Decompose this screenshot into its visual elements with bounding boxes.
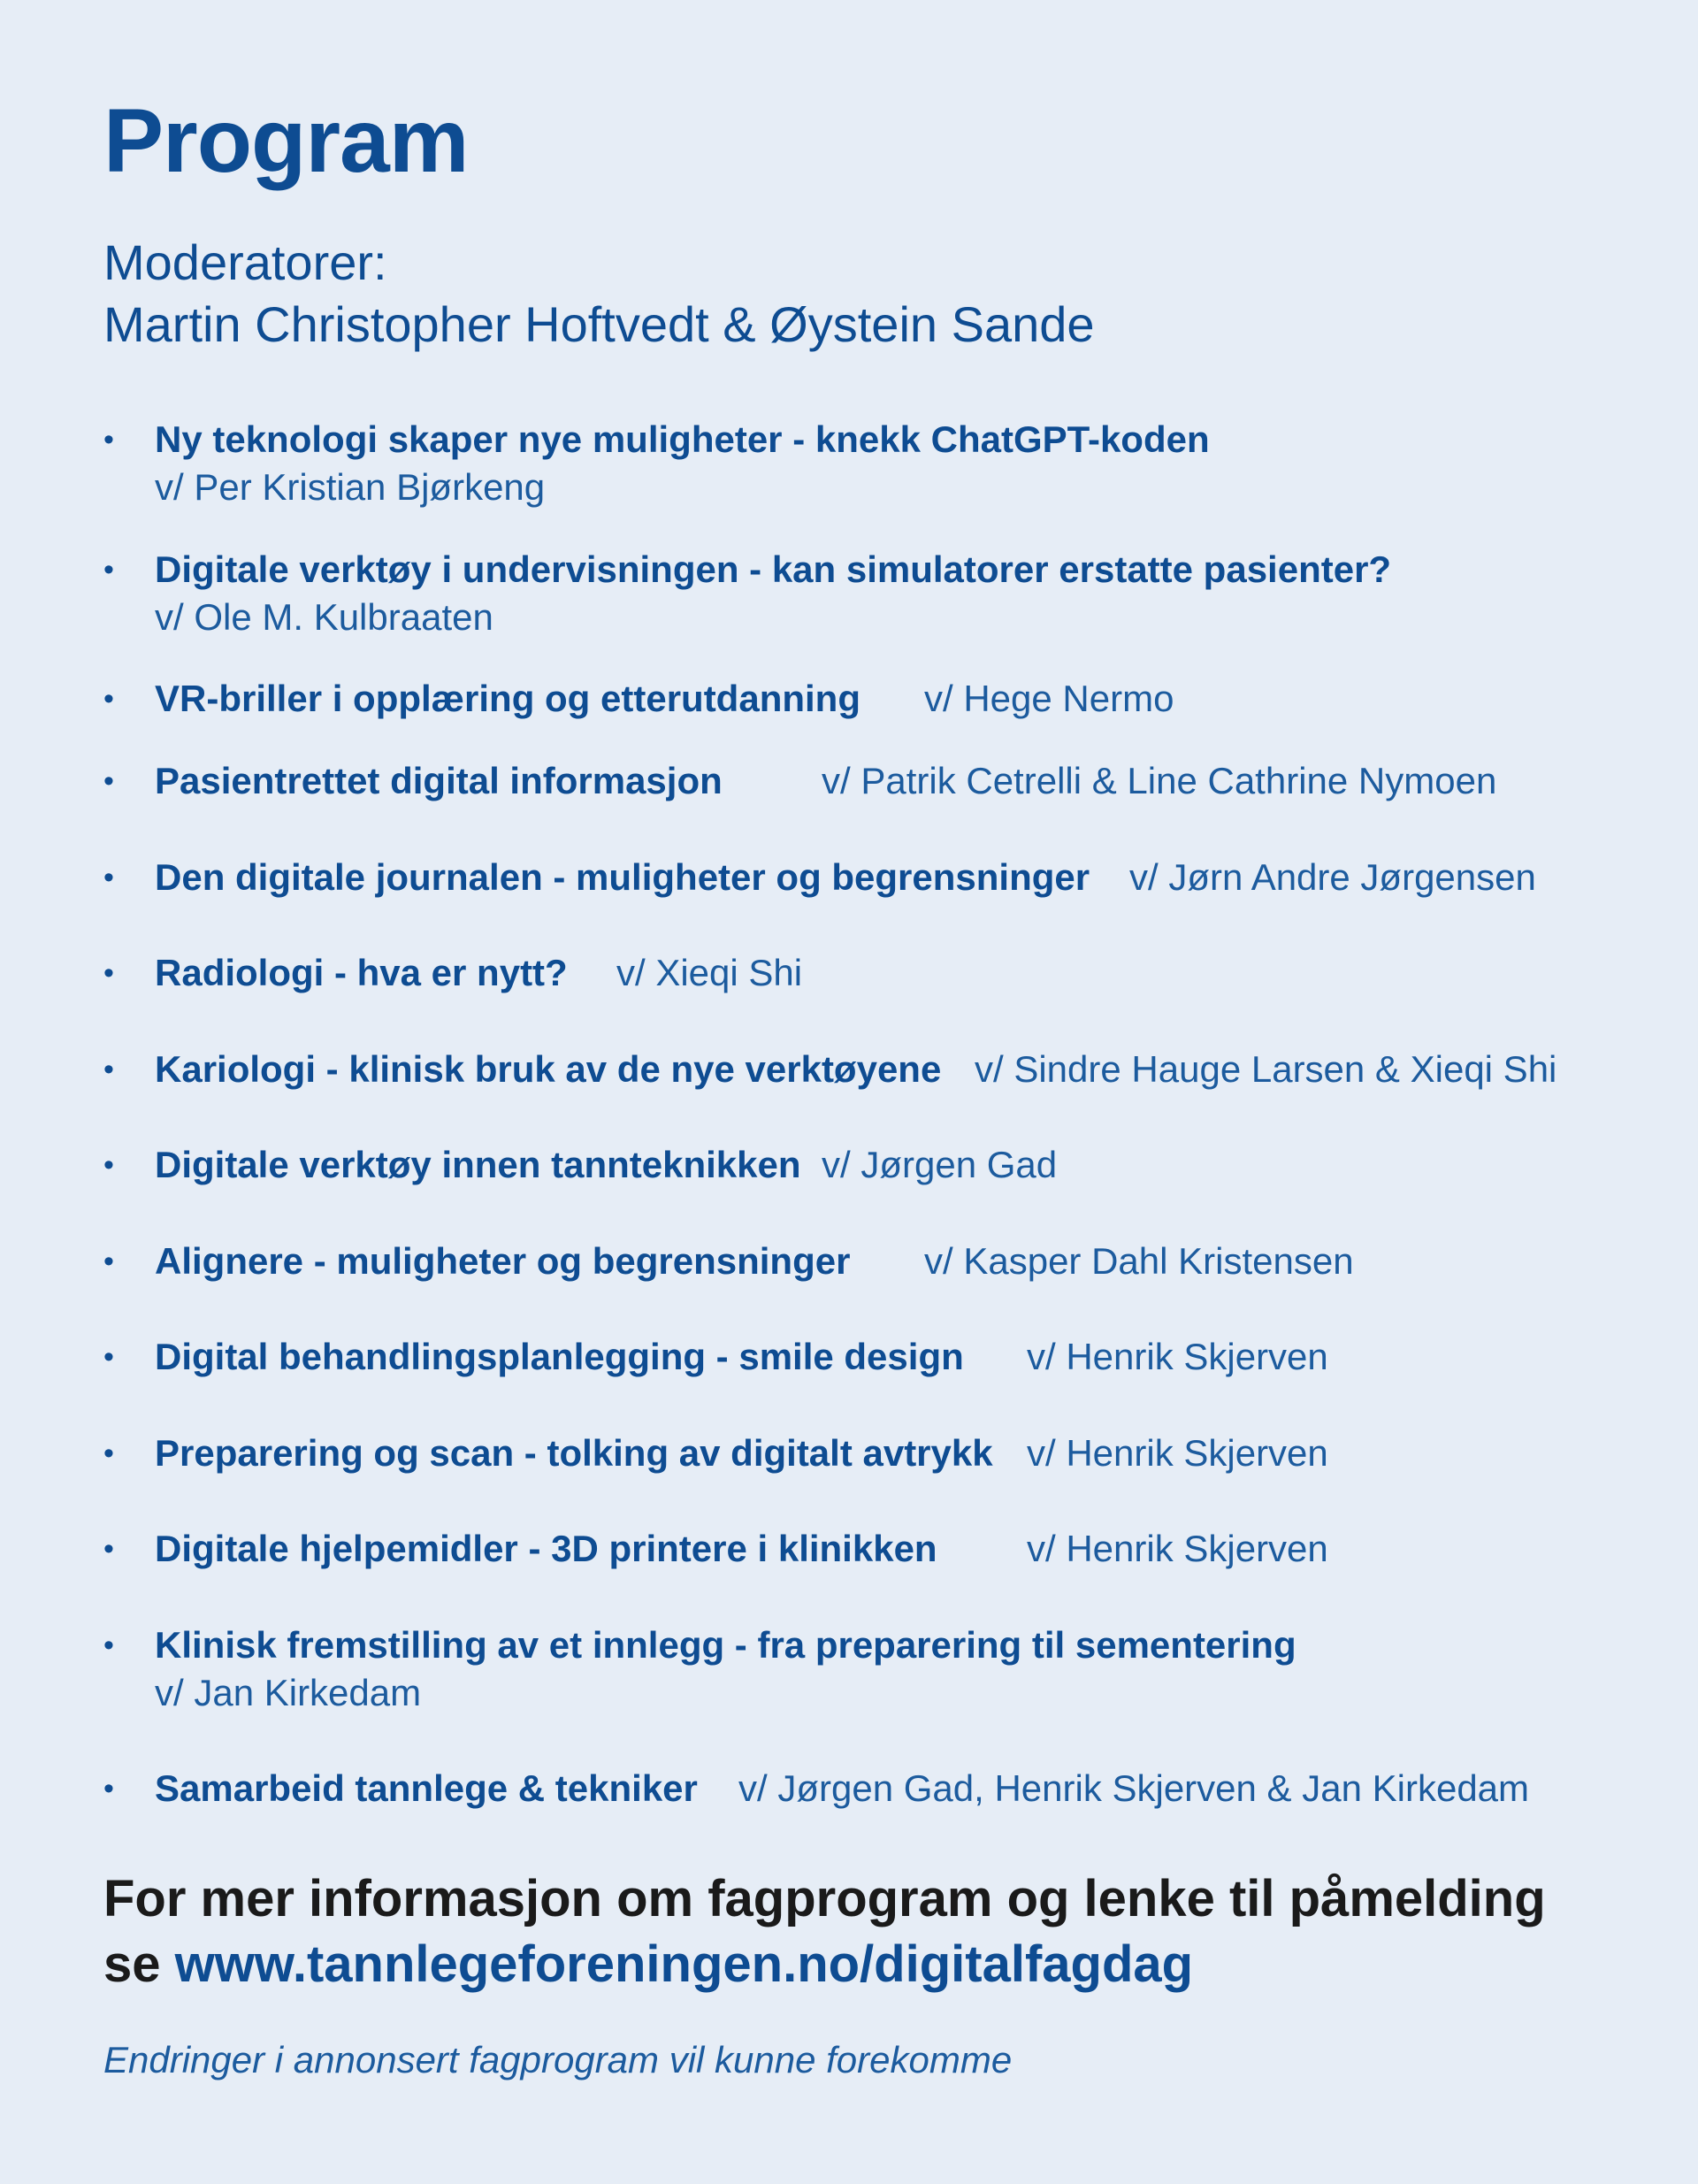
moderators-label: Moderatorer:: [103, 234, 387, 290]
disclaimer-note: Endringer i annonsert fagprogram vil kunne forekomme: [103, 2039, 1013, 2081]
page-title: Program: [103, 90, 469, 191]
bullet: •: [103, 1340, 114, 1374]
more-info-prefix: se: [103, 1935, 175, 1993]
program-speaker: v/ Jan Kirkedam: [155, 1672, 422, 1713]
program-topic: Pasientrettet digital informasjon: [155, 760, 723, 801]
bullet: •: [103, 1053, 114, 1086]
program-topic: Digitale verktøy innen tannteknikken: [155, 1144, 801, 1185]
program-speaker: v/ Hege Nermo: [924, 678, 1174, 719]
program-topic: Klinisk fremstilling av et innlegg - fra preparering til sementering: [155, 1624, 1296, 1666]
bullet: •: [103, 956, 114, 990]
program-topic: Den digitale journalen - muligheter og begrensninger: [155, 856, 1090, 898]
program-topic: Preparering og scan - tolking av digitalt avtrykk: [155, 1432, 993, 1474]
registration-link[interactable]: www.tannlegeforeningen.no/digitalfagdag: [174, 1935, 1194, 1993]
program-speaker: v/ Henrik Skjerven: [1027, 1432, 1328, 1474]
moderators-block: [103, 232, 1095, 356]
program-speaker: v/ Patrik Cetrelli & Line Cathrine Nymoen: [822, 760, 1497, 801]
program-topic: Digitale verktøy i undervisningen - kan simulatorer erstatte pasienter?: [155, 548, 1392, 590]
program-topic: Alignere - muligheter og begrensninger: [155, 1240, 851, 1282]
bullet: •: [103, 1772, 114, 1805]
bullet: •: [103, 1532, 114, 1566]
more-info-text: For mer informasjon om fagprogram og lenke til påmelding: [103, 1870, 1546, 1927]
program-speaker: v/ Jørgen Gad, Henrik Skjerven & Jan Kirkedam: [738, 1767, 1530, 1809]
program-topic: VR-briller i opplæring og etterutdanning: [155, 678, 860, 719]
bullet: •: [103, 861, 114, 894]
program-speaker: v/ Henrik Skjerven: [1027, 1336, 1328, 1377]
program-topic: Kariologi - klinisk bruk av de nye verktøyene: [155, 1048, 942, 1090]
bullet: •: [103, 1437, 114, 1470]
program-topic: Radiologi - hva er nytt?: [155, 952, 568, 993]
bullet: •: [103, 682, 114, 716]
bullet: •: [103, 1148, 114, 1182]
program-speaker: v/ Xieqi Shi: [616, 952, 803, 993]
program-topic: Digital behandlingsplanlegging - smile design: [155, 1336, 964, 1377]
bullet: •: [103, 553, 114, 586]
program-topic: Ny teknologi skaper nye muligheter - knekk ChatGPT-koden: [155, 418, 1210, 460]
program-topic: Digitale hjelpemidler - 3D printere i klinikken: [155, 1528, 937, 1569]
program-speaker: v/ Per Kristian Bjørkeng: [155, 466, 546, 508]
more-info-block: [103, 1866, 1678, 1997]
bullet: •: [103, 1245, 114, 1278]
program-speaker: v/ Jørn Andre Jørgensen: [1129, 856, 1536, 898]
program-speaker: v/ Henrik Skjerven: [1027, 1528, 1328, 1569]
bullet: •: [103, 764, 114, 798]
program-speaker: v/ Ole M. Kulbraaten: [155, 596, 493, 638]
program-speaker: v/ Kasper Dahl Kristensen: [924, 1240, 1354, 1282]
bullet: •: [103, 1628, 114, 1662]
program-topic: Samarbeid tannlege & tekniker: [155, 1767, 698, 1809]
bullet: •: [103, 423, 114, 456]
moderators-names: Martin Christopher Hoftvedt & Øystein Sande: [103, 296, 1095, 352]
program-speaker: v/ Sindre Hauge Larsen & Xieqi Shi: [975, 1048, 1557, 1090]
program-speaker: v/ Jørgen Gad: [822, 1144, 1058, 1185]
